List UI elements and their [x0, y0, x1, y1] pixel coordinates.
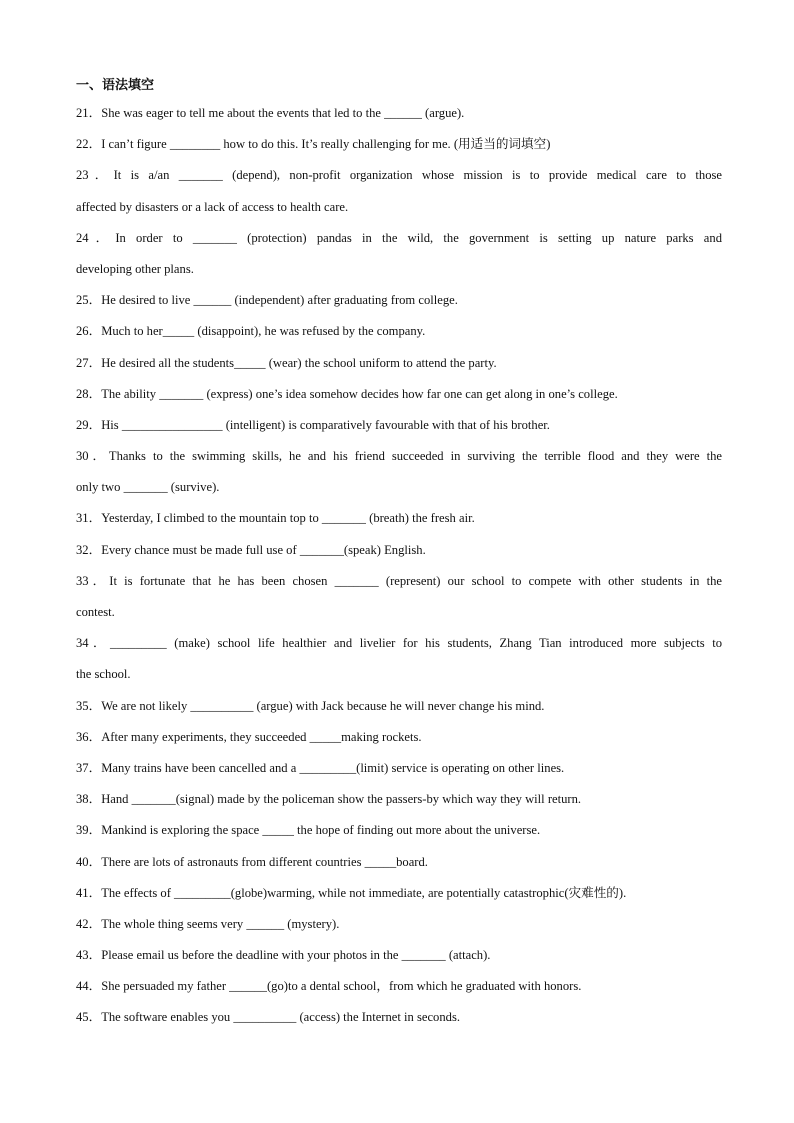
question-line: 27．He desired all the students_____ (wear) the school uniform to attend the party. [76, 355, 497, 370]
question-line: contest. [76, 605, 115, 619]
question-line: affected by disasters or a lack of access to health care. [76, 199, 349, 214]
question-line: 37．Many trains have been cancelled and a _________(limit) service is operating on other lines. [76, 760, 565, 775]
question-line: 28．The ability _______ (express) one’s idea somehow decides how far one can get along in one’s college. [76, 386, 618, 401]
question-list [76, 104, 722, 1040]
question-line: 30．Thanks to the swimming skills, he and his friend succeeded in surviving the terrible flood and they were the [76, 449, 722, 464]
question-line: 22．I can’t figure ________ how to do this. It’s really challenging for me. (用适当的词填空) [76, 137, 551, 152]
question-line: 39．Mankind is exploring the space _____ the hope of finding out more about the universe. [76, 823, 541, 838]
question-line: 38．Hand _______(signal) made by the policeman show the passers-by which way they will return. [76, 792, 582, 807]
question-line: 24．In order to _______ (protection) pandas in the wild, the government is setting up nature parks and [76, 230, 722, 245]
question-line: 41．The effects of _________(globe)warming, while not immediate, are potentially catastrophic(灾难性的). [76, 885, 627, 900]
question-line: 45．The software enables you __________ (access) the Internet in seconds. [76, 1010, 460, 1025]
question-line: developing other plans. [76, 261, 194, 276]
question-line: 43．Please email us before the deadline with your photos in the _______ (attach). [76, 948, 491, 963]
question-line: 26．Much to her_____ (disappoint), he was refused by the company. [76, 324, 426, 339]
question-line: 44．She persuaded my father ______(go)to a dental school，from which he graduated with honors. [76, 979, 582, 994]
question-line: 29．His ________________ (intelligent) is comparatively favourable with that of his brother. [76, 417, 550, 432]
question-line: 36．After many experiments, they succeeded _____making rockets. [76, 729, 422, 744]
question-line: the school. [76, 667, 131, 682]
question-line: 25．He desired to live ______ (independent) after graduating from college. [76, 293, 458, 308]
section-title: 一、语法填空 [76, 78, 155, 93]
question-line: 31．Yesterday, I climbed to the mountain top to _______ (breath) the fresh air. [76, 511, 475, 526]
question-line: 35．We are not likely __________ (argue) with Jack because he will never change his mind. [76, 698, 545, 713]
question-line: 40．There are lots of astronauts from different countries _____board. [76, 854, 428, 869]
question-line: only two _______ (survive). [76, 480, 220, 495]
question-line: 33．It is fortunate that he has been chosen _______ (represent) our school to compete with other students in the [76, 573, 722, 588]
question-line: 21．She was eager to tell me about the events that led to the ______ (argue). [76, 106, 465, 120]
question-line: 42．The whole thing seems very ______ (mystery). [76, 916, 340, 931]
question-line: 34．_________ (make) school life healthier and livelier for his students, Zhang Tian introduced more subjects to [76, 636, 722, 651]
question-line: 32．Every chance must be made full use of _______(speak) English. [76, 542, 426, 557]
question-line: 23．It is a/an _______ (depend), non-profit organization whose mission is to provide medical care to those [76, 168, 722, 183]
